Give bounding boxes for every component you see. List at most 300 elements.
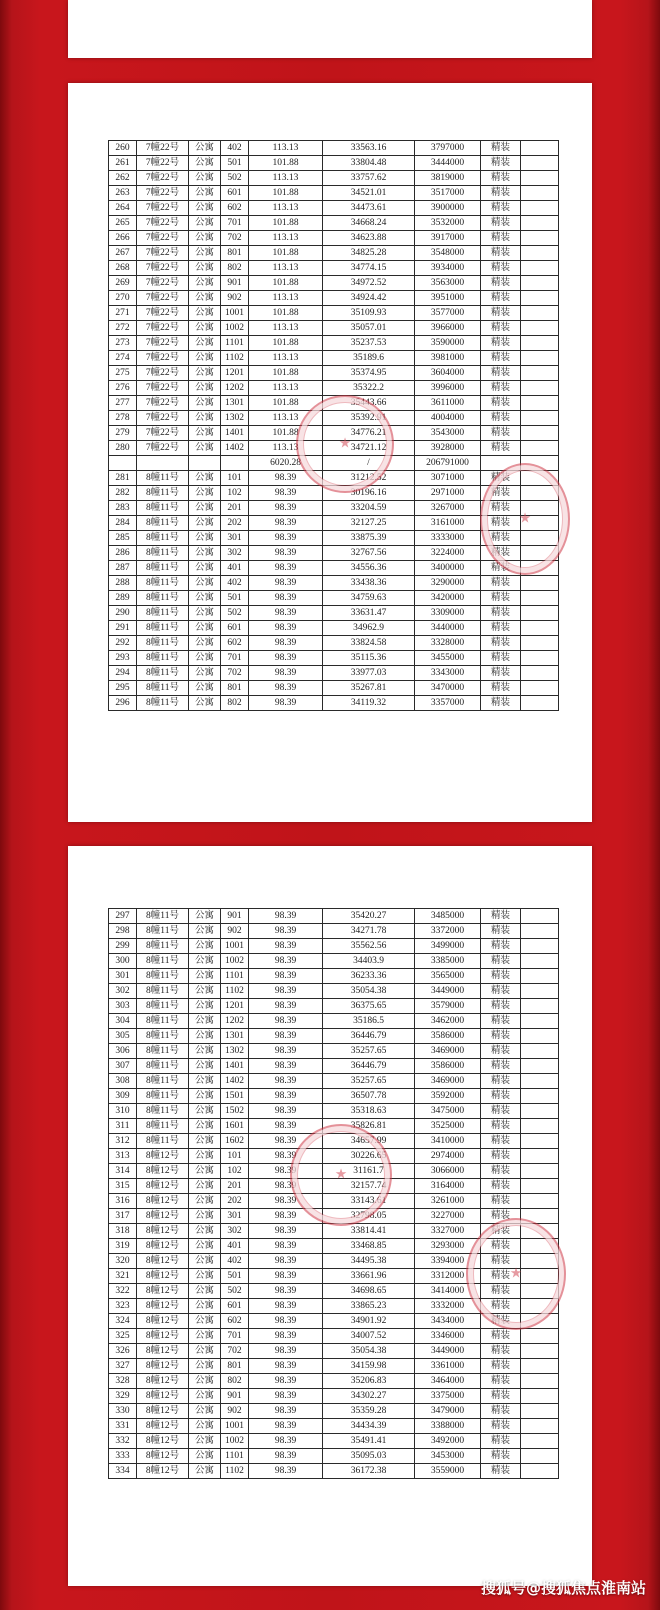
remark-cell <box>521 261 559 276</box>
row-number-cell: 330 <box>109 1404 137 1419</box>
area-cell: 98.39 <box>249 546 323 561</box>
row-number-cell: 326 <box>109 1344 137 1359</box>
unit-price-cell: 35186.5 <box>323 1014 415 1029</box>
building-unit-cell: 8幢11号 <box>137 969 189 984</box>
row-number-cell: 303 <box>109 999 137 1014</box>
area-cell: 98.39 <box>249 1089 323 1104</box>
remark-cell <box>521 486 559 501</box>
decoration-cell: 精装 <box>481 666 521 681</box>
total-price-cell: 3449000 <box>415 984 481 999</box>
area-cell: 98.39 <box>249 954 323 969</box>
table-row <box>109 681 559 696</box>
remark-cell <box>521 1329 559 1344</box>
remark-cell <box>521 1059 559 1074</box>
row-number-cell: 299 <box>109 939 137 954</box>
property-type-cell: 公寓 <box>189 969 221 984</box>
table-row <box>109 1119 559 1134</box>
decoration-cell: 精装 <box>481 606 521 621</box>
table-row <box>109 411 559 426</box>
row-number-cell: 290 <box>109 606 137 621</box>
building-unit-cell: 8幢11号 <box>137 1089 189 1104</box>
building-unit-cell: 8幢12号 <box>137 1314 189 1329</box>
total-price-cell: 3357000 <box>415 696 481 711</box>
table-row <box>109 171 559 186</box>
row-number-cell: 268 <box>109 261 137 276</box>
total-price-cell: 3343000 <box>415 666 481 681</box>
total-price-cell: 3469000 <box>415 1074 481 1089</box>
area-cell: 98.39 <box>249 1284 323 1299</box>
area-cell: 98.39 <box>249 1269 323 1284</box>
row-number-cell: 262 <box>109 171 137 186</box>
building-unit-cell: 8幢12号 <box>137 1179 189 1194</box>
area-cell: 98.39 <box>249 561 323 576</box>
row-number-cell: 305 <box>109 1029 137 1044</box>
area-cell: 98.39 <box>249 1389 323 1404</box>
unit-price-cell: 35057.01 <box>323 321 415 336</box>
table-row <box>109 576 559 591</box>
total-price-cell: 3797000 <box>415 141 481 156</box>
area-cell: 98.39 <box>249 999 323 1014</box>
table-row <box>109 1104 559 1119</box>
property-type-cell: 公寓 <box>189 351 221 366</box>
table-row <box>109 231 559 246</box>
room-number-cell: 101 <box>221 471 249 486</box>
remark-cell <box>521 954 559 969</box>
property-type-cell: 公寓 <box>189 486 221 501</box>
property-type-cell: 公寓 <box>189 651 221 666</box>
room-number-cell: 102 <box>221 486 249 501</box>
unit-price-cell: 34403.9 <box>323 954 415 969</box>
room-number-cell: 602 <box>221 636 249 651</box>
room-number-cell: 501 <box>221 591 249 606</box>
row-number-cell: 307 <box>109 1059 137 1074</box>
row-number-cell: 333 <box>109 1449 137 1464</box>
total-price-cell: 2974000 <box>415 1149 481 1164</box>
building-unit-cell: 8幢11号 <box>137 984 189 999</box>
area-cell: 98.39 <box>249 1314 323 1329</box>
room-number-cell: 1001 <box>221 939 249 954</box>
decoration-cell: 精装 <box>481 954 521 969</box>
unit-price-cell: 33468.85 <box>323 1239 415 1254</box>
building-unit-cell: 8幢12号 <box>137 1269 189 1284</box>
unit-price-cell: 35322.2 <box>323 381 415 396</box>
remark-cell <box>521 1299 559 1314</box>
total-price-cell: 3900000 <box>415 201 481 216</box>
property-type-cell: 公寓 <box>189 261 221 276</box>
table-row <box>109 291 559 306</box>
row-number-cell: 300 <box>109 954 137 969</box>
decoration-cell: 精装 <box>481 261 521 276</box>
row-number-cell: 286 <box>109 546 137 561</box>
room-number-cell: 1302 <box>221 411 249 426</box>
table-row <box>109 954 559 969</box>
total-price-cell: 3492000 <box>415 1434 481 1449</box>
decoration-cell: 精装 <box>481 681 521 696</box>
total-price-cell: 3469000 <box>415 1044 481 1059</box>
table-row <box>109 1359 559 1374</box>
decoration-cell: 精装 <box>481 1074 521 1089</box>
total-price-cell: 3590000 <box>415 336 481 351</box>
table-row <box>109 591 559 606</box>
property-type-cell: 公寓 <box>189 621 221 636</box>
building-unit-cell: 8幢11号 <box>137 501 189 516</box>
property-type-cell: 公寓 <box>189 1434 221 1449</box>
row-number-cell: 317 <box>109 1209 137 1224</box>
room-number-cell: 102 <box>221 1164 249 1179</box>
room-number-cell: 801 <box>221 1359 249 1374</box>
area-cell: 101.88 <box>249 366 323 381</box>
remark-cell <box>521 636 559 651</box>
decoration-cell: 精装 <box>481 1329 521 1344</box>
decoration-cell: 精装 <box>481 1164 521 1179</box>
area-cell: 98.39 <box>249 1299 323 1314</box>
area-cell: 101.88 <box>249 246 323 261</box>
total-price-cell: 3525000 <box>415 1119 481 1134</box>
area-cell: 98.39 <box>249 1434 323 1449</box>
property-type-cell: 公寓 <box>189 516 221 531</box>
property-type-cell: 公寓 <box>189 696 221 711</box>
table-row <box>109 441 559 456</box>
decoration-cell: 精装 <box>481 1239 521 1254</box>
remark-cell <box>521 1374 559 1389</box>
unit-price-cell: 35054.38 <box>323 1344 415 1359</box>
property-type-cell: 公寓 <box>189 201 221 216</box>
row-number-cell: 292 <box>109 636 137 651</box>
area-cell: 98.39 <box>249 1134 323 1149</box>
total-price-cell: 3327000 <box>415 1224 481 1239</box>
remark-cell <box>521 576 559 591</box>
building-unit-cell: 8幢11号 <box>137 486 189 501</box>
area-cell: 101.88 <box>249 216 323 231</box>
room-number-cell: 1402 <box>221 441 249 456</box>
row-number-cell: 324 <box>109 1314 137 1329</box>
building-unit-cell: 7幢22号 <box>137 396 189 411</box>
table-row <box>109 1149 559 1164</box>
room-number-cell: 801 <box>221 681 249 696</box>
row-number-cell: 288 <box>109 576 137 591</box>
area-cell: 98.39 <box>249 1254 323 1269</box>
room-number-cell: 401 <box>221 561 249 576</box>
row-number-cell: 269 <box>109 276 137 291</box>
table-row <box>109 1464 559 1479</box>
area-cell: 98.39 <box>249 651 323 666</box>
decoration-cell: 精装 <box>481 696 521 711</box>
building-unit-cell: 8幢11号 <box>137 1074 189 1089</box>
area-cell: 98.39 <box>249 1464 323 1479</box>
row-number-cell: 267 <box>109 246 137 261</box>
decoration-cell: 精装 <box>481 471 521 486</box>
building-unit-cell: 8幢11号 <box>137 924 189 939</box>
decoration-cell: 精装 <box>481 1014 521 1029</box>
room-number-cell: 1202 <box>221 381 249 396</box>
table-row <box>109 216 559 231</box>
unit-price-cell: 34668.24 <box>323 216 415 231</box>
building-unit-cell: 8幢12号 <box>137 1389 189 1404</box>
unit-price-cell: 36446.79 <box>323 1059 415 1074</box>
building-unit-cell: 8幢12号 <box>137 1359 189 1374</box>
property-type-cell: 公寓 <box>189 606 221 621</box>
total-price-cell: 3966000 <box>415 321 481 336</box>
room-number-cell: 1202 <box>221 1014 249 1029</box>
decoration-cell: 精装 <box>481 246 521 261</box>
building-unit-cell: 8幢11号 <box>137 954 189 969</box>
remark-cell <box>521 924 559 939</box>
room-number-cell: 1402 <box>221 1074 249 1089</box>
row-number-cell: 279 <box>109 426 137 441</box>
decoration-cell: 精装 <box>481 1269 521 1284</box>
decoration-cell: 精装 <box>481 1374 521 1389</box>
area-cell: 113.13 <box>249 411 323 426</box>
row-number-cell: 319 <box>109 1239 137 1254</box>
row-number-cell: 287 <box>109 561 137 576</box>
property-type-cell: 公寓 <box>189 531 221 546</box>
room-number-cell: 1102 <box>221 984 249 999</box>
total-price-cell: 3592000 <box>415 1089 481 1104</box>
property-type-cell: 公寓 <box>189 666 221 681</box>
room-number-cell: 1301 <box>221 1029 249 1044</box>
table-row <box>109 924 559 939</box>
row-number-cell: 285 <box>109 531 137 546</box>
building-unit-cell: 8幢11号 <box>137 1014 189 1029</box>
decoration-cell: 精装 <box>481 1089 521 1104</box>
room-number-cell: 302 <box>221 546 249 561</box>
room-number-cell: 701 <box>221 651 249 666</box>
total-price-cell: 3161000 <box>415 516 481 531</box>
building-unit-cell: 8幢11号 <box>137 666 189 681</box>
row-number-cell: 272 <box>109 321 137 336</box>
room-number-cell: 1001 <box>221 306 249 321</box>
unit-price-cell: 33865.23 <box>323 1299 415 1314</box>
building-unit-cell: 8幢11号 <box>137 591 189 606</box>
unit-price-cell: 36233.36 <box>323 969 415 984</box>
area-cell: 98.39 <box>249 1029 323 1044</box>
area-cell: 98.39 <box>249 1239 323 1254</box>
remark-cell <box>521 999 559 1014</box>
table-row <box>109 1224 559 1239</box>
row-number-cell: 271 <box>109 306 137 321</box>
decoration-cell: 精装 <box>481 231 521 246</box>
row-number-cell: 310 <box>109 1104 137 1119</box>
remark-cell <box>521 606 559 621</box>
price-list-table-2 <box>108 908 559 1479</box>
remark-cell <box>521 321 559 336</box>
decoration-cell: 精装 <box>481 576 521 591</box>
decoration-cell: 精装 <box>481 186 521 201</box>
unit-price-cell: 34657.99 <box>323 1134 415 1149</box>
remark-cell <box>521 1119 559 1134</box>
property-type-cell: 公寓 <box>189 231 221 246</box>
room-number-cell: 401 <box>221 1239 249 1254</box>
total-price-cell: 3434000 <box>415 1314 481 1329</box>
area-cell: 98.39 <box>249 1074 323 1089</box>
decoration-cell: 精装 <box>481 1044 521 1059</box>
unit-price-cell: 35374.95 <box>323 366 415 381</box>
unit-price-cell: 32767.56 <box>323 546 415 561</box>
remark-cell <box>521 1359 559 1374</box>
property-type-cell: 公寓 <box>189 546 221 561</box>
room-number-cell: 1401 <box>221 1059 249 1074</box>
decoration-cell: 精装 <box>481 1104 521 1119</box>
total-price-cell: 3444000 <box>415 156 481 171</box>
building-unit-cell: 7幢22号 <box>137 291 189 306</box>
decoration-cell: 精装 <box>481 201 521 216</box>
table-row <box>109 621 559 636</box>
area-cell: 113.13 <box>249 381 323 396</box>
property-type-cell: 公寓 <box>189 141 221 156</box>
remark-cell <box>521 156 559 171</box>
table-row <box>109 156 559 171</box>
table-row <box>109 396 559 411</box>
row-number-cell: 312 <box>109 1134 137 1149</box>
row-number-cell: 293 <box>109 651 137 666</box>
unit-price-cell: 33977.03 <box>323 666 415 681</box>
property-type-cell: 公寓 <box>189 1119 221 1134</box>
row-number-cell: 278 <box>109 411 137 426</box>
unit-price-cell: 30196.16 <box>323 486 415 501</box>
building-unit-cell: 8幢12号 <box>137 1434 189 1449</box>
area-cell: 98.39 <box>249 1359 323 1374</box>
room-number-cell: 901 <box>221 1389 249 1404</box>
unit-price-cell: 35443.66 <box>323 396 415 411</box>
room-number-cell: 302 <box>221 1224 249 1239</box>
unit-price-cell: 34972.52 <box>323 276 415 291</box>
total-price-cell: 3290000 <box>415 576 481 591</box>
unit-price-cell: 35318.63 <box>323 1104 415 1119</box>
building-unit-cell: 7幢22号 <box>137 381 189 396</box>
property-type-cell: 公寓 <box>189 984 221 999</box>
decoration-cell: 精装 <box>481 171 521 186</box>
area-cell: 98.39 <box>249 1344 323 1359</box>
table-row <box>109 1164 559 1179</box>
property-type-cell: 公寓 <box>189 1344 221 1359</box>
room-number-cell: 1101 <box>221 336 249 351</box>
unit-price-cell: 35359.28 <box>323 1404 415 1419</box>
property-type-cell: 公寓 <box>189 336 221 351</box>
total-price-cell: 3565000 <box>415 969 481 984</box>
decoration-cell: 精装 <box>481 276 521 291</box>
room-number-cell: 801 <box>221 246 249 261</box>
building-unit-cell: 7幢22号 <box>137 351 189 366</box>
property-type-cell: 公寓 <box>189 156 221 171</box>
remark-cell <box>521 171 559 186</box>
remark-cell <box>521 1269 559 1284</box>
decoration-cell: 精装 <box>481 651 521 666</box>
row-number-cell: 296 <box>109 696 137 711</box>
building-unit-cell: 8幢11号 <box>137 636 189 651</box>
unit-price-cell: 35095.03 <box>323 1449 415 1464</box>
room-number-cell: 1101 <box>221 1449 249 1464</box>
decoration-cell: 精装 <box>481 531 521 546</box>
area-cell: 101.88 <box>249 156 323 171</box>
row-number-cell: 276 <box>109 381 137 396</box>
room-number-cell: 502 <box>221 606 249 621</box>
unit-price-cell: 34007.52 <box>323 1329 415 1344</box>
unit-price-cell: 33661.96 <box>323 1269 415 1284</box>
building-unit-cell: 7幢22号 <box>137 366 189 381</box>
property-type-cell: 公寓 <box>189 381 221 396</box>
row-number-cell: 284 <box>109 516 137 531</box>
remark-cell <box>521 1389 559 1404</box>
table-row <box>109 1239 559 1254</box>
property-type-cell: 公寓 <box>189 1239 221 1254</box>
decoration-cell: 精装 <box>481 939 521 954</box>
building-unit-cell: 8幢12号 <box>137 1329 189 1344</box>
unit-price-cell: 35267.81 <box>323 681 415 696</box>
room-number-cell: 1201 <box>221 999 249 1014</box>
remark-cell <box>521 336 559 351</box>
area-cell: 98.39 <box>249 1104 323 1119</box>
unit-price-cell: 35237.53 <box>323 336 415 351</box>
unit-price-cell: 35491.41 <box>323 1434 415 1449</box>
table-row <box>109 381 559 396</box>
area-cell: 113.13 <box>249 141 323 156</box>
row-number-cell: 297 <box>109 909 137 924</box>
area-cell: 98.39 <box>249 1164 323 1179</box>
unit-price-cell: 34962.9 <box>323 621 415 636</box>
decoration-cell: 精装 <box>481 501 521 516</box>
unit-price-cell: 34901.92 <box>323 1314 415 1329</box>
area-cell: 98.39 <box>249 666 323 681</box>
building-unit-cell: 7幢22号 <box>137 156 189 171</box>
room-number-cell: 601 <box>221 621 249 636</box>
decoration-cell: 精装 <box>481 516 521 531</box>
total-price-cell: 3586000 <box>415 1059 481 1074</box>
room-number-cell: 501 <box>221 1269 249 1284</box>
decoration-cell: 精装 <box>481 1224 521 1239</box>
total-price-cell: 3066000 <box>415 1164 481 1179</box>
building-unit-cell: 8幢12号 <box>137 1164 189 1179</box>
remark-cell <box>521 591 559 606</box>
row-number-cell: 301 <box>109 969 137 984</box>
building-unit-cell: 8幢11号 <box>137 561 189 576</box>
row-number-cell: 277 <box>109 396 137 411</box>
table-row <box>109 1089 559 1104</box>
price-list-table-1 <box>108 140 559 711</box>
row-number-cell: 328 <box>109 1374 137 1389</box>
unit-price-cell: 35826.81 <box>323 1119 415 1134</box>
building-unit-cell: 7幢22号 <box>137 441 189 456</box>
total-price-cell: 3375000 <box>415 1389 481 1404</box>
building-unit-cell: 8幢12号 <box>137 1449 189 1464</box>
building-unit-cell: 8幢11号 <box>137 999 189 1014</box>
remark-cell <box>521 1254 559 1269</box>
total-price-cell: 3579000 <box>415 999 481 1014</box>
building-unit-cell: 8幢11号 <box>137 471 189 486</box>
room-number-cell: 201 <box>221 501 249 516</box>
row-number-cell: 270 <box>109 291 137 306</box>
remark-cell <box>521 984 559 999</box>
row-number-cell: 291 <box>109 621 137 636</box>
total-price-cell: 3532000 <box>415 216 481 231</box>
total-price-cell: 3819000 <box>415 171 481 186</box>
property-type-cell: 公寓 <box>189 1314 221 1329</box>
building-unit-cell: 8幢11号 <box>137 1029 189 1044</box>
unit-price-cell: 34924.42 <box>323 291 415 306</box>
room-number-cell: 602 <box>221 1314 249 1329</box>
row-number-cell: 306 <box>109 1044 137 1059</box>
total-price-cell: 3224000 <box>415 546 481 561</box>
property-type-cell: 公寓 <box>189 1254 221 1269</box>
area-cell: 98.39 <box>249 1449 323 1464</box>
total-price-cell: 3071000 <box>415 471 481 486</box>
remark-cell <box>521 426 559 441</box>
building-unit-cell: 8幢12号 <box>137 1149 189 1164</box>
unit-price-cell: 35562.56 <box>323 939 415 954</box>
area-cell: 98.39 <box>249 1044 323 1059</box>
sohu-watermark: 搜狐号@搜狐焦点淮南站 <box>480 1579 646 1597</box>
decoration-cell: 精装 <box>481 909 521 924</box>
building-unit-cell: 8幢11号 <box>137 909 189 924</box>
